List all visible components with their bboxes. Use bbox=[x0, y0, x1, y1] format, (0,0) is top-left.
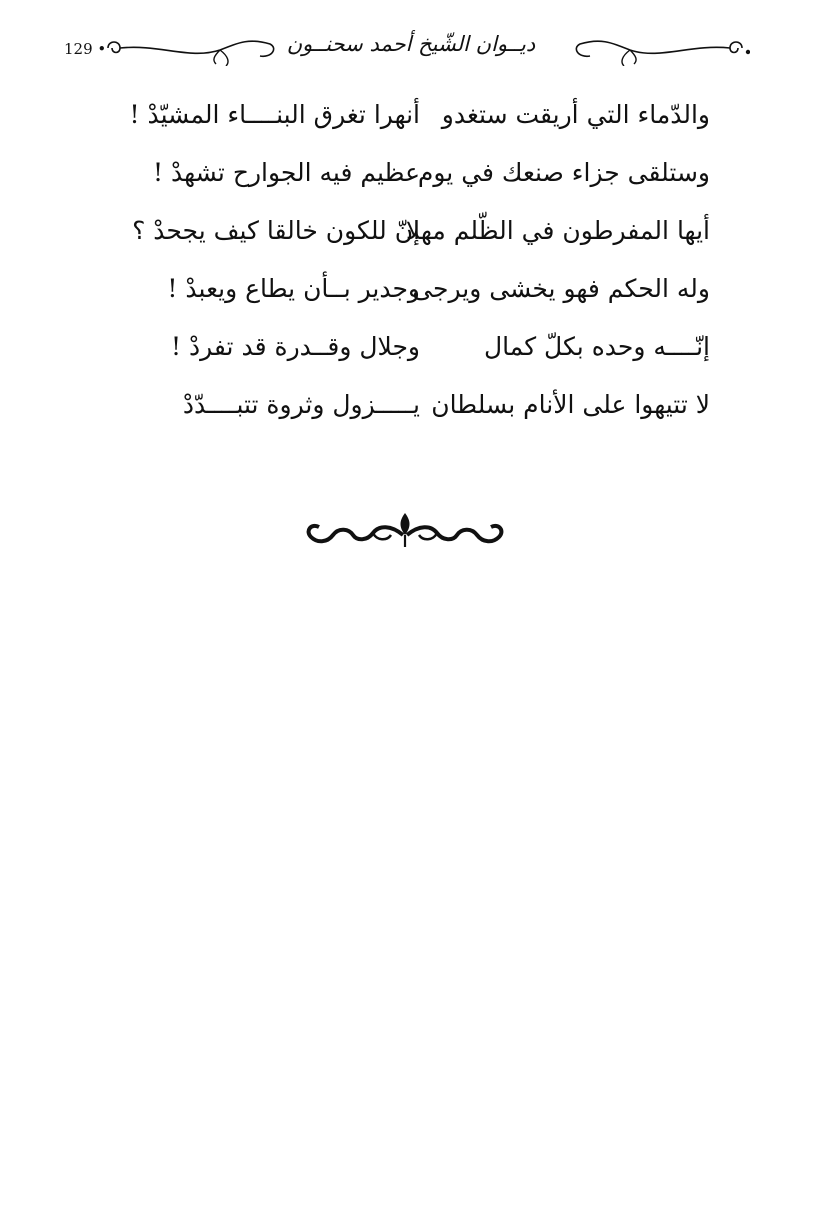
verse bbox=[120, 332, 710, 390]
verse-first-hemistich: والدّماء التي أريقت ستغدو bbox=[441, 100, 710, 129]
verse bbox=[120, 274, 710, 332]
verse-second-hemistich: أنهرا تغرق البنــــاء المشيّدْ ! bbox=[129, 100, 420, 129]
verse-first-hemistich: إنّــــه وحده بكلّ كمال bbox=[483, 332, 710, 361]
verse-second-hemistich: يـــــزول وثروة تتبــــدّدْ bbox=[182, 390, 420, 419]
verse bbox=[120, 158, 710, 216]
page-number: 129 • bbox=[64, 40, 107, 58]
end-ornament-icon bbox=[295, 505, 515, 555]
verse bbox=[120, 390, 710, 448]
poem-body bbox=[120, 100, 710, 448]
verse-second-hemistich: عظيم فيه الجوارح تشهدْ ! bbox=[152, 158, 420, 187]
page-header bbox=[0, 22, 822, 72]
verse-first-hemistich: وله الحكم فهو يخشى ويرجى bbox=[412, 274, 710, 303]
book-title: ديــوان الشّيخ أحمد سحنــون bbox=[286, 32, 536, 56]
verse-second-hemistich: وجلال وقــدرة قد تفردْ ! bbox=[170, 332, 420, 361]
verse bbox=[120, 216, 710, 274]
header-flourish-right-icon bbox=[570, 30, 750, 66]
verse-first-hemistich: أيها المفرطون في الظّلم مهلا bbox=[405, 216, 710, 245]
verse bbox=[120, 100, 710, 158]
verse-second-hemistich: وجدير بــأن يطاع ويعبدْ ! bbox=[167, 274, 420, 303]
verse-first-hemistich: لا تتيهوا على الأنام بسلطان bbox=[431, 390, 710, 419]
verse-second-hemistich: إنّ للكون خالقا كيف يجحدْ ؟ bbox=[132, 216, 420, 245]
verse-first-hemistich: وستلقى جزاء صنعك في يوم bbox=[417, 158, 710, 187]
